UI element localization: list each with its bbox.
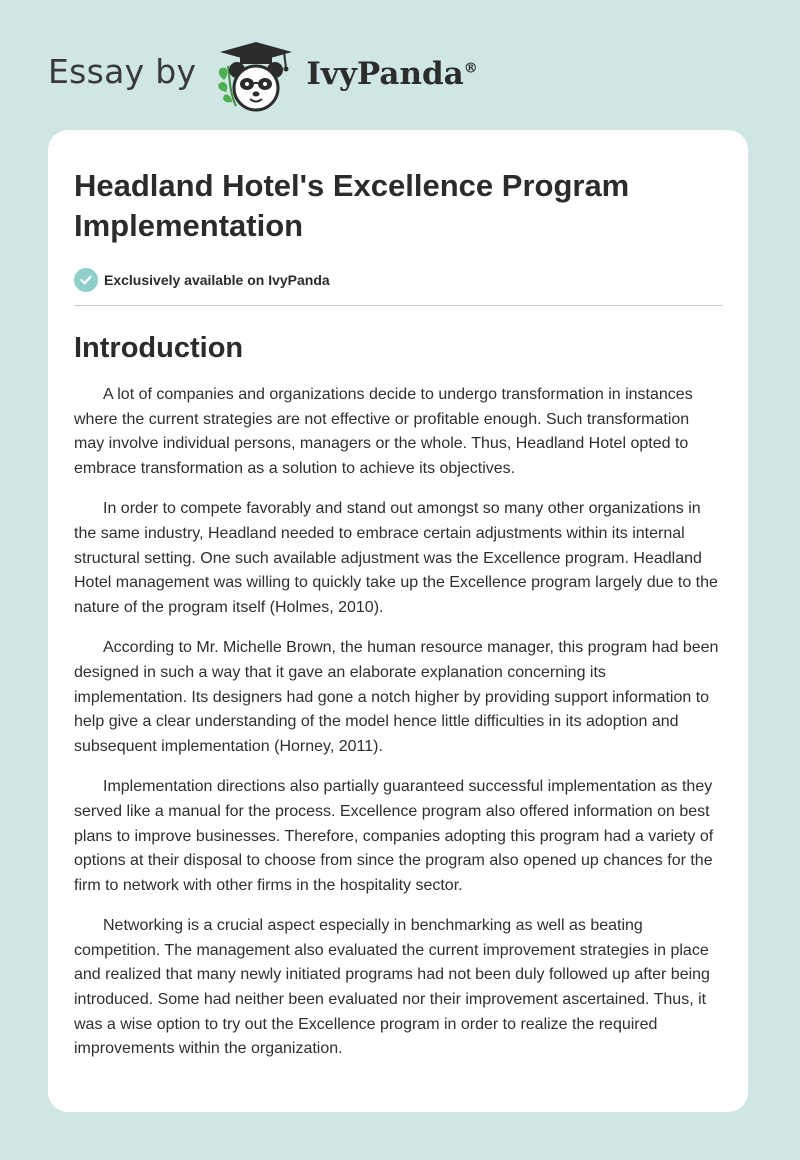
paragraph: A lot of companies and organizations decide to undergo transformation in instances where the current strategies are not effective or profitable enough. Such transformation may involve individual persons, managers or the whole. Thus, Headland Hotel opted to embrace transformation as a solution to achieve its objectives. — [74, 386, 693, 477]
essay-by-label: Essay by — [48, 51, 197, 91]
exclusive-badge — [74, 268, 722, 292]
article-card — [48, 130, 748, 1112]
article-title: Headland Hotel's Excellence Program Implementation — [74, 168, 630, 243]
paragraph: Networking is a crucial aspect especially in benchmarking as well as beating competition. The management also evaluated the current improvement strategies in place and realized that many newly initiated programs had not been duly followed up after being introduced. Some had neither been evaluated nor their improvement ascertained. Thus, it was a wise option to try out the Excellence program in order to realize the required improvements within the organization. — [74, 917, 710, 1058]
section-heading: Introduction — [74, 332, 244, 364]
exclusive-label: Exclusively available on IvyPanda — [104, 272, 330, 288]
brand-name[interactable]: IvyPanda® — [306, 56, 478, 92]
paragraph: According to Mr. Michelle Brown, the human resource manager, this program had been designed in such a way that it gave an elaborate explanation concerning its implementation. Its designers had gone a notch higher by providing support information to help give a clear understanding of the model hence little difficulties in its adoption and subsequent implementation (Horney, 2011). — [74, 639, 719, 755]
article-body — [74, 383, 722, 1062]
panda-graduate-logo-icon[interactable] — [210, 36, 302, 116]
paragraph: Implementation directions also partially guaranteed successful implementation as they served like a manual for the process. Excellence program also offered information on best plans to improve businesses. Therefore, companies adopting this program had a variety of options at their disposal to choose from since the program also opened up chances for the firm to network with other firms in the hospitality sector. — [74, 778, 714, 894]
paragraph: In order to compete favorably and stand out amongst so many other organizations in the same industry, Headland needed to embrace certain adjustments within its internal structural setting. One such available adjustment was the Excellence program. Headland Hotel management was willing to quickly take up the Excellence program largely due to the nature of the program itself (Holmes, 2010). — [74, 500, 718, 616]
check-icon — [74, 268, 98, 292]
site-header — [48, 36, 478, 116]
divider — [74, 305, 722, 306]
